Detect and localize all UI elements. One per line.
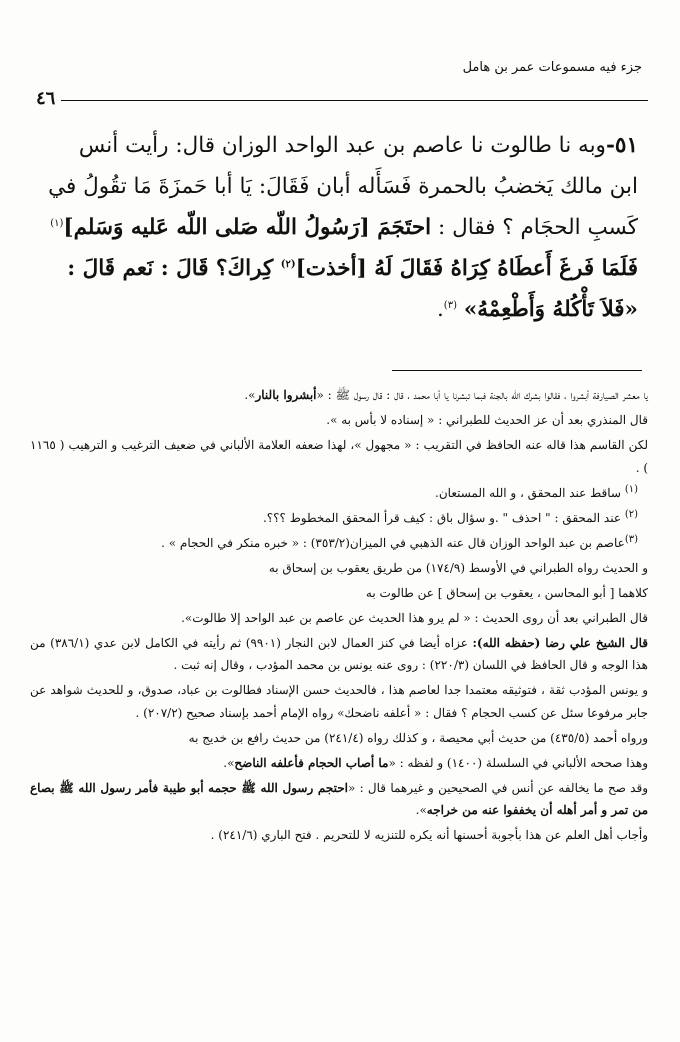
main-line-2: ابن مالك يَخضبُ بالحمرة فَسَأَله أبان فَقَالَ: يَا أبا حَمزَةَ مَا تقُولُ في xyxy=(48,174,638,199)
note-10-end: ». xyxy=(223,755,235,770)
main-line-3a: كَسبِ الحجَام ؟ فقال : xyxy=(438,215,638,240)
note-9: ورواه أحمد (٤٣٥/٥) من حديث أبي محيصة ، و كذلك رواه (٢٤١/٤) من حديث رافع بن خديج به xyxy=(188,730,648,745)
footnote-3 xyxy=(30,532,648,555)
footnote-2 xyxy=(30,507,648,530)
main-line-4b: كِراكَ؟ قَالَ : نَعم قَالَ : xyxy=(67,256,274,281)
footnote-ref-1: (١) xyxy=(50,217,64,229)
footnote-2-marker: (٢) xyxy=(624,508,638,520)
note-6: قال الطبراني بعد أن روى الحديث : « لم يرو هذا الحديث عن عاصم بن عبد الواحد إلا طالوت». xyxy=(181,610,648,625)
note-1-text: يا معشر الصيارفة أبشروا ، فقالوا بشرك الله بالجنة فبما تبشرنا يا أبا محمد ، قال : قال رسول ﷺ : « xyxy=(316,388,648,402)
running-title: جزء فيه مسموعات عمر بن هامل xyxy=(462,60,642,75)
note-1 xyxy=(30,384,648,407)
main-line-5 xyxy=(34,289,638,330)
note-3: لكن القاسم هذا قاله عنه الحافظ في التقريب : « مجهول »، لهذا ضعفه العلامة الألباني في ضعيف الترغيب و الترهيب ( ١١٦٥ ) . xyxy=(30,438,648,475)
note-2: قال المنذري بعد أن عز الحديث للطبراني : « إسناده لا بأس به ». xyxy=(326,413,648,427)
note-7-text: عزاه أيضا في كنز العمال لابن النجار (٩٩٠١) ثم رأيته في الكامل لابن عدي (٣٨٦/١) من هذا الوجه و قال الحافظ في اللسان (٢٢٠/٣) : روى عنه يونس بن محمد المؤدب ، وقال إنه ثبت . xyxy=(30,635,648,672)
footnote-2-text: عند المحقق : " احذف " .و سؤال باق : كيف قرأ المحقق المخطوط ؟؟؟. xyxy=(262,510,621,525)
footnote-separator xyxy=(392,370,642,371)
note-10 xyxy=(30,752,648,775)
main-line-3b: احتَجَمَ [رَسُولُ اللّه صَلى اللّه عَليه وَسَلم] xyxy=(63,215,432,240)
main-line-3 xyxy=(34,207,638,248)
hadith-number: ٥١- xyxy=(605,133,638,158)
footnote-1-marker: (١) xyxy=(624,483,638,495)
page-number: ٤٦ xyxy=(28,88,61,109)
main-line-1 xyxy=(34,125,638,166)
note-11-end: ». xyxy=(415,803,427,817)
main-line-4a: فَلَمَا فَرغَ أَعطَاهُ كِرَاهُ فَقَالَ لَهُ [أخذت] xyxy=(295,256,638,281)
note-11 xyxy=(30,777,648,822)
note-10-text: وهذا صححه الألباني في السلسلة (١٤٠٠) و لفظه : « xyxy=(388,755,648,770)
main-line-5-end: . xyxy=(436,297,444,322)
footnote-3-marker: (٣) xyxy=(624,533,638,545)
footnote-ref-3: (٣) xyxy=(443,299,457,311)
footnotes xyxy=(30,384,648,849)
note-10-bold: ما أصاب الحجام فأعلفه الناضح xyxy=(234,755,389,770)
note-12: وأجاب أهل العلم عن هذا بأجوبة أحسنها أنه يكره للتنزيه لا للتحريم . فتح الباري (٢٤١/٦) . xyxy=(210,828,648,842)
note-8: و يونس المؤدب ثقة ، فتوثيقه معتمدا جدا لعاصم هذا ، فالحديث حسن الإسناد فطالوت بن عباد، صدوق، و للحديث شواهد عن جابر مرفوعا سئل عن كسب الحجام ؟ فقال : « أعلفه ناضحك» رواه الإمام أحمد بإسناد صحيح (٢٠٧/٢) . xyxy=(30,683,648,720)
note-5: كلاهما [ أبو المحاسن ، يعقوب بن إسحاق ] عن طالوت به xyxy=(365,585,648,600)
note-7-bold: قال الشيخ علي رضا (حفظه الله): xyxy=(472,635,648,650)
note-1-end: ». xyxy=(244,388,256,402)
main-line-4 xyxy=(34,248,638,289)
note-1-bold: أبشروا بالنار xyxy=(255,388,317,402)
main-line-5-text: «فَلاَ تَأْكُلهُ وَأَطْعِمْهُ» xyxy=(463,297,638,322)
note-4: و الحديث رواه الطبراني في الأوسط (١٧٤/٩) من طريق يعقوب بن إسحاق به xyxy=(268,560,648,575)
footnote-ref-2: (٢) xyxy=(280,258,296,270)
footnote-1-text: ساقط عند المحقق ، و الله المستعان. xyxy=(435,485,621,500)
note-11-text: وقد صح ما يخالفه عن أنس في الصحيحين و غيرهما قال : « xyxy=(348,780,648,795)
note-7 xyxy=(30,632,648,677)
main-text xyxy=(34,125,638,330)
footnote-3-text: عاصم بن عبد الواحد الوزان قال عنه الذهبي في الميزان(٣٥٣/٢) : « خبره منكر في الحجام » . xyxy=(161,535,625,550)
header-rule xyxy=(30,100,648,101)
note-11-bold: احتجم رسول الله ﷺ حجمه أبو طيبة فأمر رسول الله ﷺ بصاع من تمر و أمر أهله أن يخففوا عنه من خراجه xyxy=(30,780,648,817)
main-line-1-text: وبه نا طالوت نا عاصم بن عبد الواحد الوزان قال: رأيت أنس xyxy=(78,133,606,158)
footnote-1 xyxy=(30,482,648,505)
